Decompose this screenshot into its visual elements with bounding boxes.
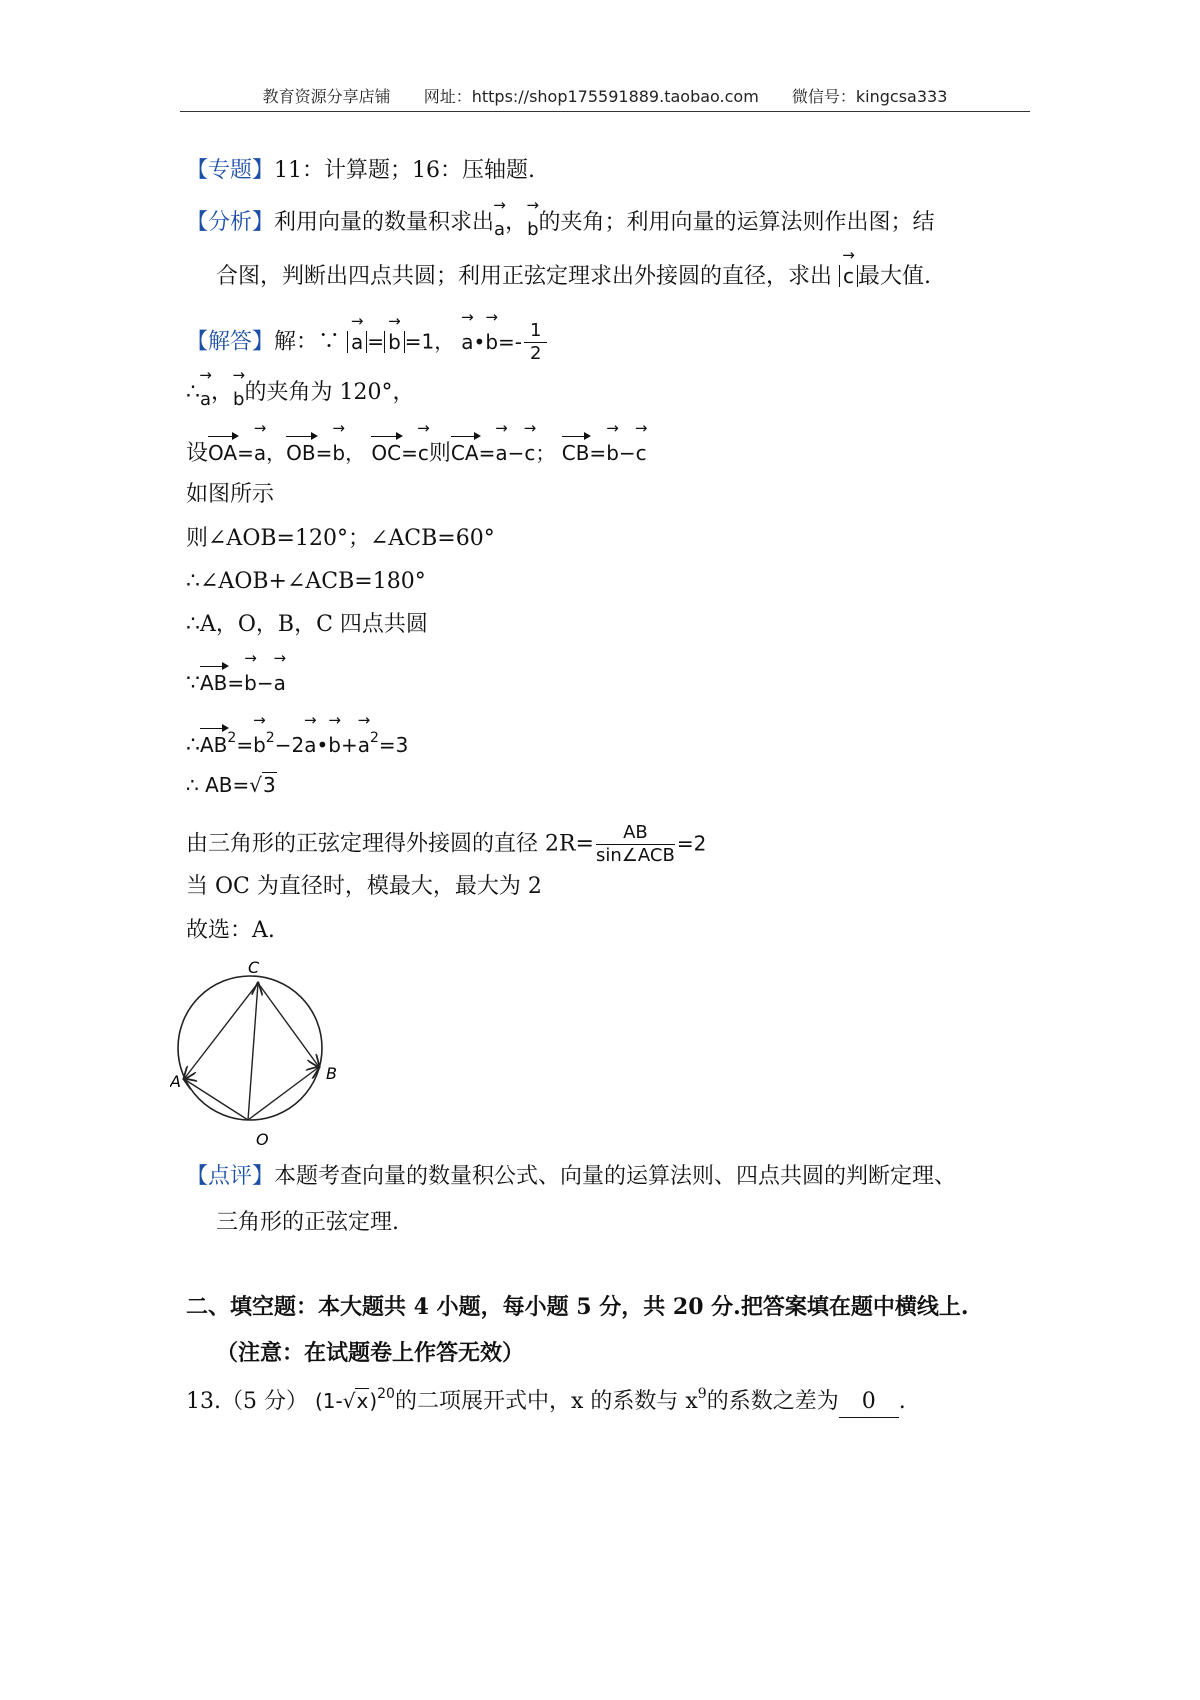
question-text-1: 的二项展开式中，x 的系数与 x: [394, 1389, 698, 1414]
answer-blank[interactable]: 0: [839, 1387, 899, 1418]
diameter-text: 由三角形的正弦定理得外接圆的直径 2R=: [186, 831, 594, 857]
topic-tag: 【专题】: [186, 158, 275, 183]
section-2-note: （注意：在试题卷上作答无效）: [216, 1340, 525, 1366]
vector-ab-eq: AB=→ b−→ a: [200, 671, 286, 695]
wechat-info: 微信号：kingcsa333: [791, 87, 948, 106]
set-prefix: 设: [186, 441, 209, 466]
vector-a: → a: [200, 385, 211, 415]
therefore-symbol: ∴: [186, 733, 200, 758]
answer-line-3: [186, 432, 647, 469]
answer-line-1: [186, 320, 549, 365]
question-13: [186, 1386, 906, 1419]
page-header: [180, 84, 1030, 107]
section-2-title: 二、填空题：本大题共 4 小题，每小题 5 分，共 20 分.把答案填在题中横线上.: [186, 1294, 969, 1320]
vector-oa: [184, 1079, 248, 1120]
question-number: 13.（5 分）: [186, 1389, 308, 1414]
vector-cb: [258, 983, 319, 1067]
abs-vector-b: → b: [384, 331, 405, 353]
equals: =: [367, 329, 385, 354]
analysis-line-1: 【分析】利用向量的数量积求出→ a，→ b的夹角；利用向量的运算法则作出图；结: [186, 208, 935, 239]
sqrt-three: √3: [249, 773, 276, 797]
then-word: 则: [428, 441, 451, 466]
answer-tag: 【解答】: [186, 329, 275, 355]
fraction-half: $\frac{1}{2}$: [524, 320, 547, 365]
angle-statement: 的夹角为 120°，: [244, 380, 415, 405]
abs-vector-c: → c: [839, 265, 858, 287]
analysis-text-2: 的夹角；利用向量的运算法则作出图；结: [538, 210, 935, 235]
vector-a: → a: [494, 215, 505, 245]
label-c: C: [248, 958, 260, 977]
answer-line-9: [186, 724, 408, 763]
sine-fraction: $\frac{AB}{\text{sin∠ACB}}$: [596, 822, 675, 866]
ab-squared-result: =3: [378, 733, 409, 757]
comment-line-2: 三角形的正弦定理.: [216, 1210, 399, 1235]
equals-one: =1，: [404, 329, 455, 354]
ab-squared-expansion: $AB^2=\to b^2-2\to$ a•→ $b+\to a^2$: [200, 733, 379, 757]
question-text-2: 的系数之差为: [706, 1389, 839, 1414]
therefore-symbol: ∴: [186, 380, 200, 405]
binomial-expression: $(1-√x)^{20}$: [314, 1386, 395, 1413]
vector-differences: CA=→ a−→ c； CB=→ b−→ c: [451, 441, 647, 465]
topic-text: 11：计算题；16：压轴题.: [274, 158, 535, 183]
answer-line-5: 则∠AOB=120°；∠ACB=60°: [186, 526, 495, 551]
analysis-text-4: 最大值.: [858, 264, 932, 289]
vector-oc: [248, 983, 258, 1120]
comment-tag: 【点评】: [186, 1164, 275, 1189]
shop-name: 教育资源分享店铺: [262, 87, 391, 106]
label-b: B: [326, 1064, 337, 1083]
site-info: 网址：https://shop175591889.taobao.com: [423, 87, 759, 106]
answer-intro: 解：∵: [274, 329, 341, 355]
header-divider: [180, 111, 1030, 112]
label-a: A: [170, 1072, 181, 1091]
answer-line-13: 故选：A.: [186, 918, 275, 943]
exponent-nine: 9: [697, 1386, 707, 1402]
answer-line-11: [186, 822, 706, 867]
answer-line-6: ∴∠AOB+∠ACB=180°: [186, 569, 426, 594]
vector-b: → b: [233, 385, 244, 415]
answer-line-12: 当 OC 为直径时，模最大，最大为 2: [186, 874, 542, 899]
abs-vector-a: → a: [347, 331, 367, 353]
ab-result-prefix: ∴ AB=: [186, 773, 250, 797]
analysis-text-3: 合图，判断出四点共圆；利用正弦定理求出外接圆的直径，求出: [216, 264, 833, 289]
comment-text-1: 本题考查向量的数量积公式、向量的运算法则、四点共圆的判断定理、: [274, 1164, 957, 1189]
analysis-tag: 【分析】: [186, 210, 275, 235]
comment-line-1: [186, 1162, 956, 1192]
because-symbol: ∵: [186, 671, 200, 696]
vector-ca: [184, 983, 258, 1079]
analysis-text-1: 利用向量的数量积求出: [274, 210, 495, 235]
analysis-line-2: [216, 262, 931, 292]
answer-line-8: [186, 662, 286, 699]
question-end: .: [898, 1389, 906, 1414]
diameter-result: =2: [676, 831, 707, 856]
vector-b: → b: [527, 215, 538, 245]
label-o: O: [256, 1130, 269, 1149]
topic-line: [186, 156, 535, 186]
answer-line-10: [186, 770, 277, 801]
answer-line-4: 如图所示: [186, 482, 275, 507]
vector-definitions: OA=→ a，OB=→ b， OC=→ c: [208, 441, 429, 465]
answer-line-7: ∴A，O，B，C 四点共圆: [186, 612, 428, 637]
site-url[interactable]: https://shop175591889.taobao.com: [471, 87, 759, 106]
answer-line-2: ∴→ a，→ b的夹角为 120°，: [186, 378, 414, 409]
wechat-id: kingcsa333: [855, 87, 948, 106]
dot-product: → a•→ b=-: [461, 330, 522, 354]
circle-figure: [170, 955, 370, 1155]
